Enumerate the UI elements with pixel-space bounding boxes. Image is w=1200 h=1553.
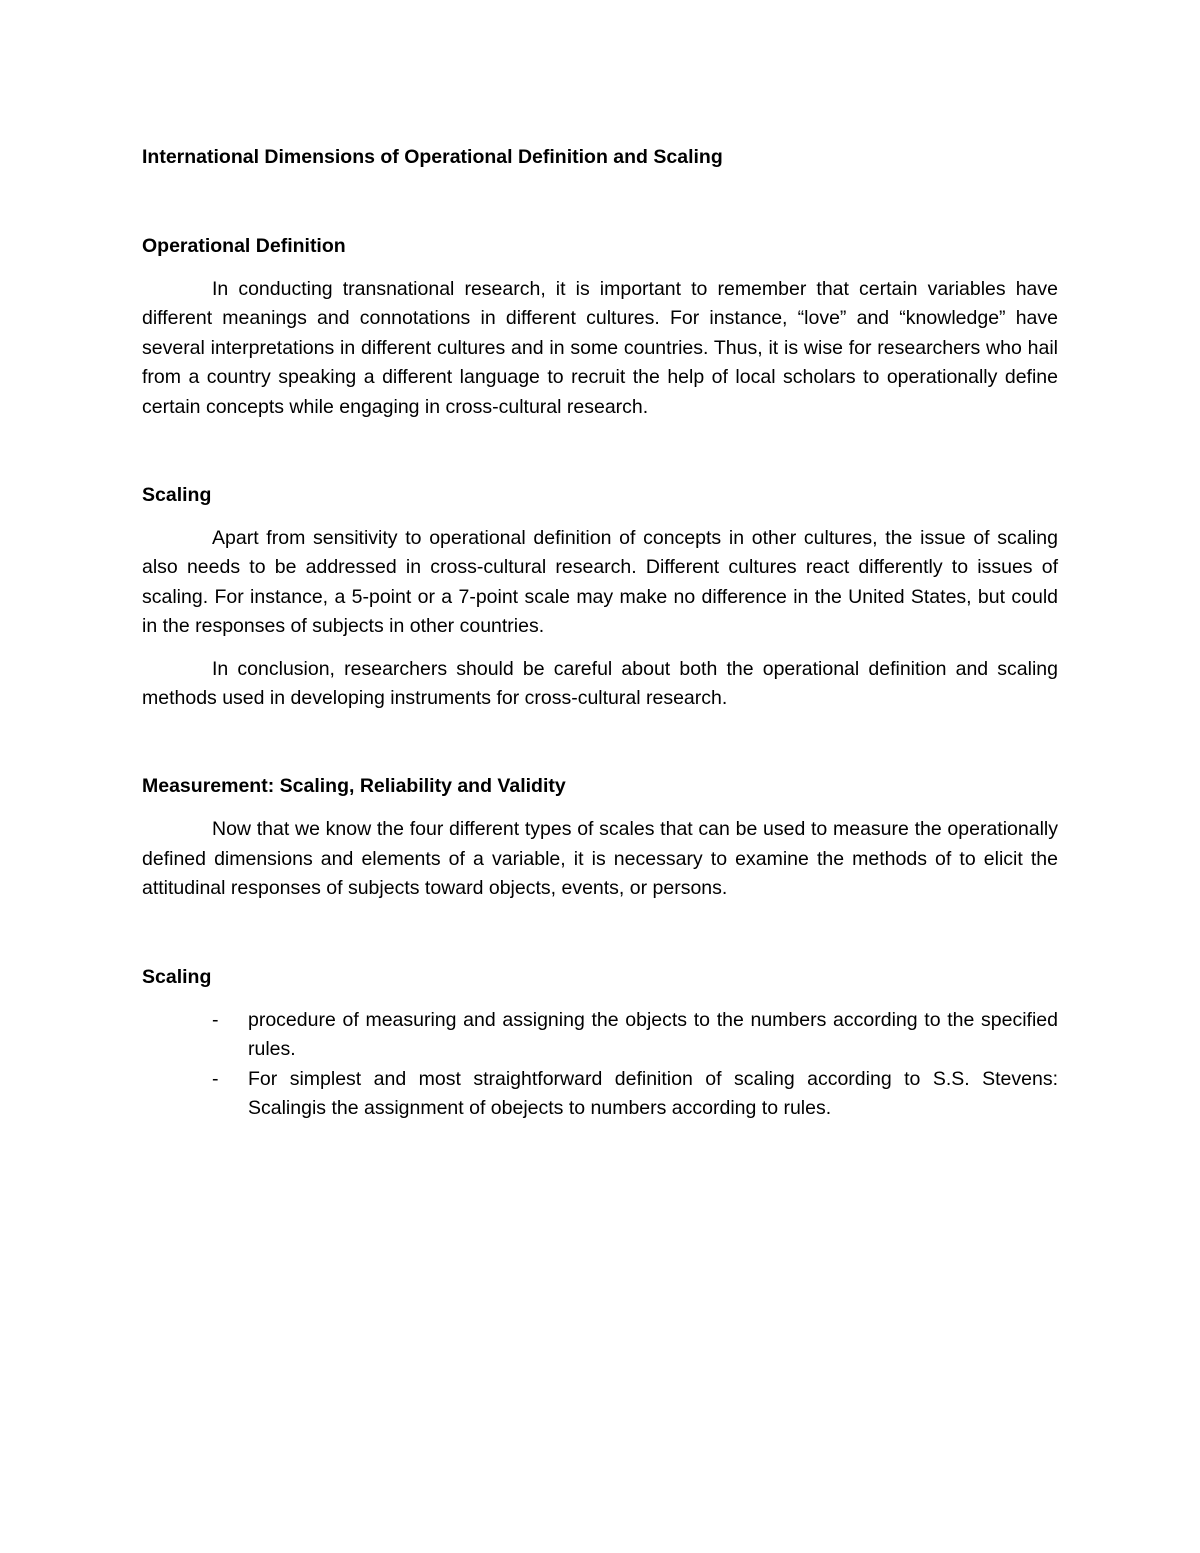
list-item <box>142 1006 1058 1065</box>
paragraph-operational-definition: In conducting transnational research, it is important to remember that certain variables have different meanings and connotations in different cultures. For instance, “love” and “knowledge” have several interpretations in different cultures and in some countries. Thus, it is wise for researchers who hail from a country speaking a different language to recruit the help of local scholars to operationally define certain concepts while engaging in cross-cultural research. <box>142 278 1058 418</box>
section-heading-measurement: Measurement: Scaling, Reliability and Validity <box>142 775 566 798</box>
paragraph-scaling-conclusion: In conclusion, researchers should be careful about both the operational definition and scaling methods used in developing instruments for cross-cultural research. <box>142 657 1058 710</box>
paragraph-scaling-sensitivity: Apart from sensitivity to operational definition of concepts in other cultures, the issue of scaling also needs to be addressed in cross-cultural research. Different cultures react differently to issues of scaling. For instance, a 5-point or a 7-point scale may make no difference in the United States, but could in the responses of subjects in other countries. <box>142 527 1058 638</box>
paragraph-measurement: Now that we know the four different types of scales that can be used to measure the operationally defined dimensions and elements of a variable, it is necessary to examine the methods of to elicit the attitudinal responses of subjects toward objects, events, or persons. <box>142 818 1058 900</box>
dash-bullet-marker: - <box>212 1067 219 1090</box>
section-heading-scaling: Scaling <box>142 484 212 507</box>
document-body <box>142 143 1058 1123</box>
section-heading-operational-definition: Operational Definition <box>142 235 346 257</box>
list-item <box>142 1065 1058 1124</box>
list-item-text: procedure of measuring and assigning the objects to the numbers according to the specified rules. <box>248 1008 1058 1061</box>
document-title: International Dimensions of Operational Definition and Scaling <box>142 146 723 168</box>
section-heading-scaling-definition: Scaling <box>142 965 212 988</box>
scaling-bullet-list <box>142 1006 1058 1124</box>
dash-bullet-marker: - <box>212 1008 219 1031</box>
list-item-text: For simplest and most straightforward definition of scaling according to S.S. Stevens: Scalingis the assignment of obejects to numbers according to rules. <box>248 1067 1058 1119</box>
